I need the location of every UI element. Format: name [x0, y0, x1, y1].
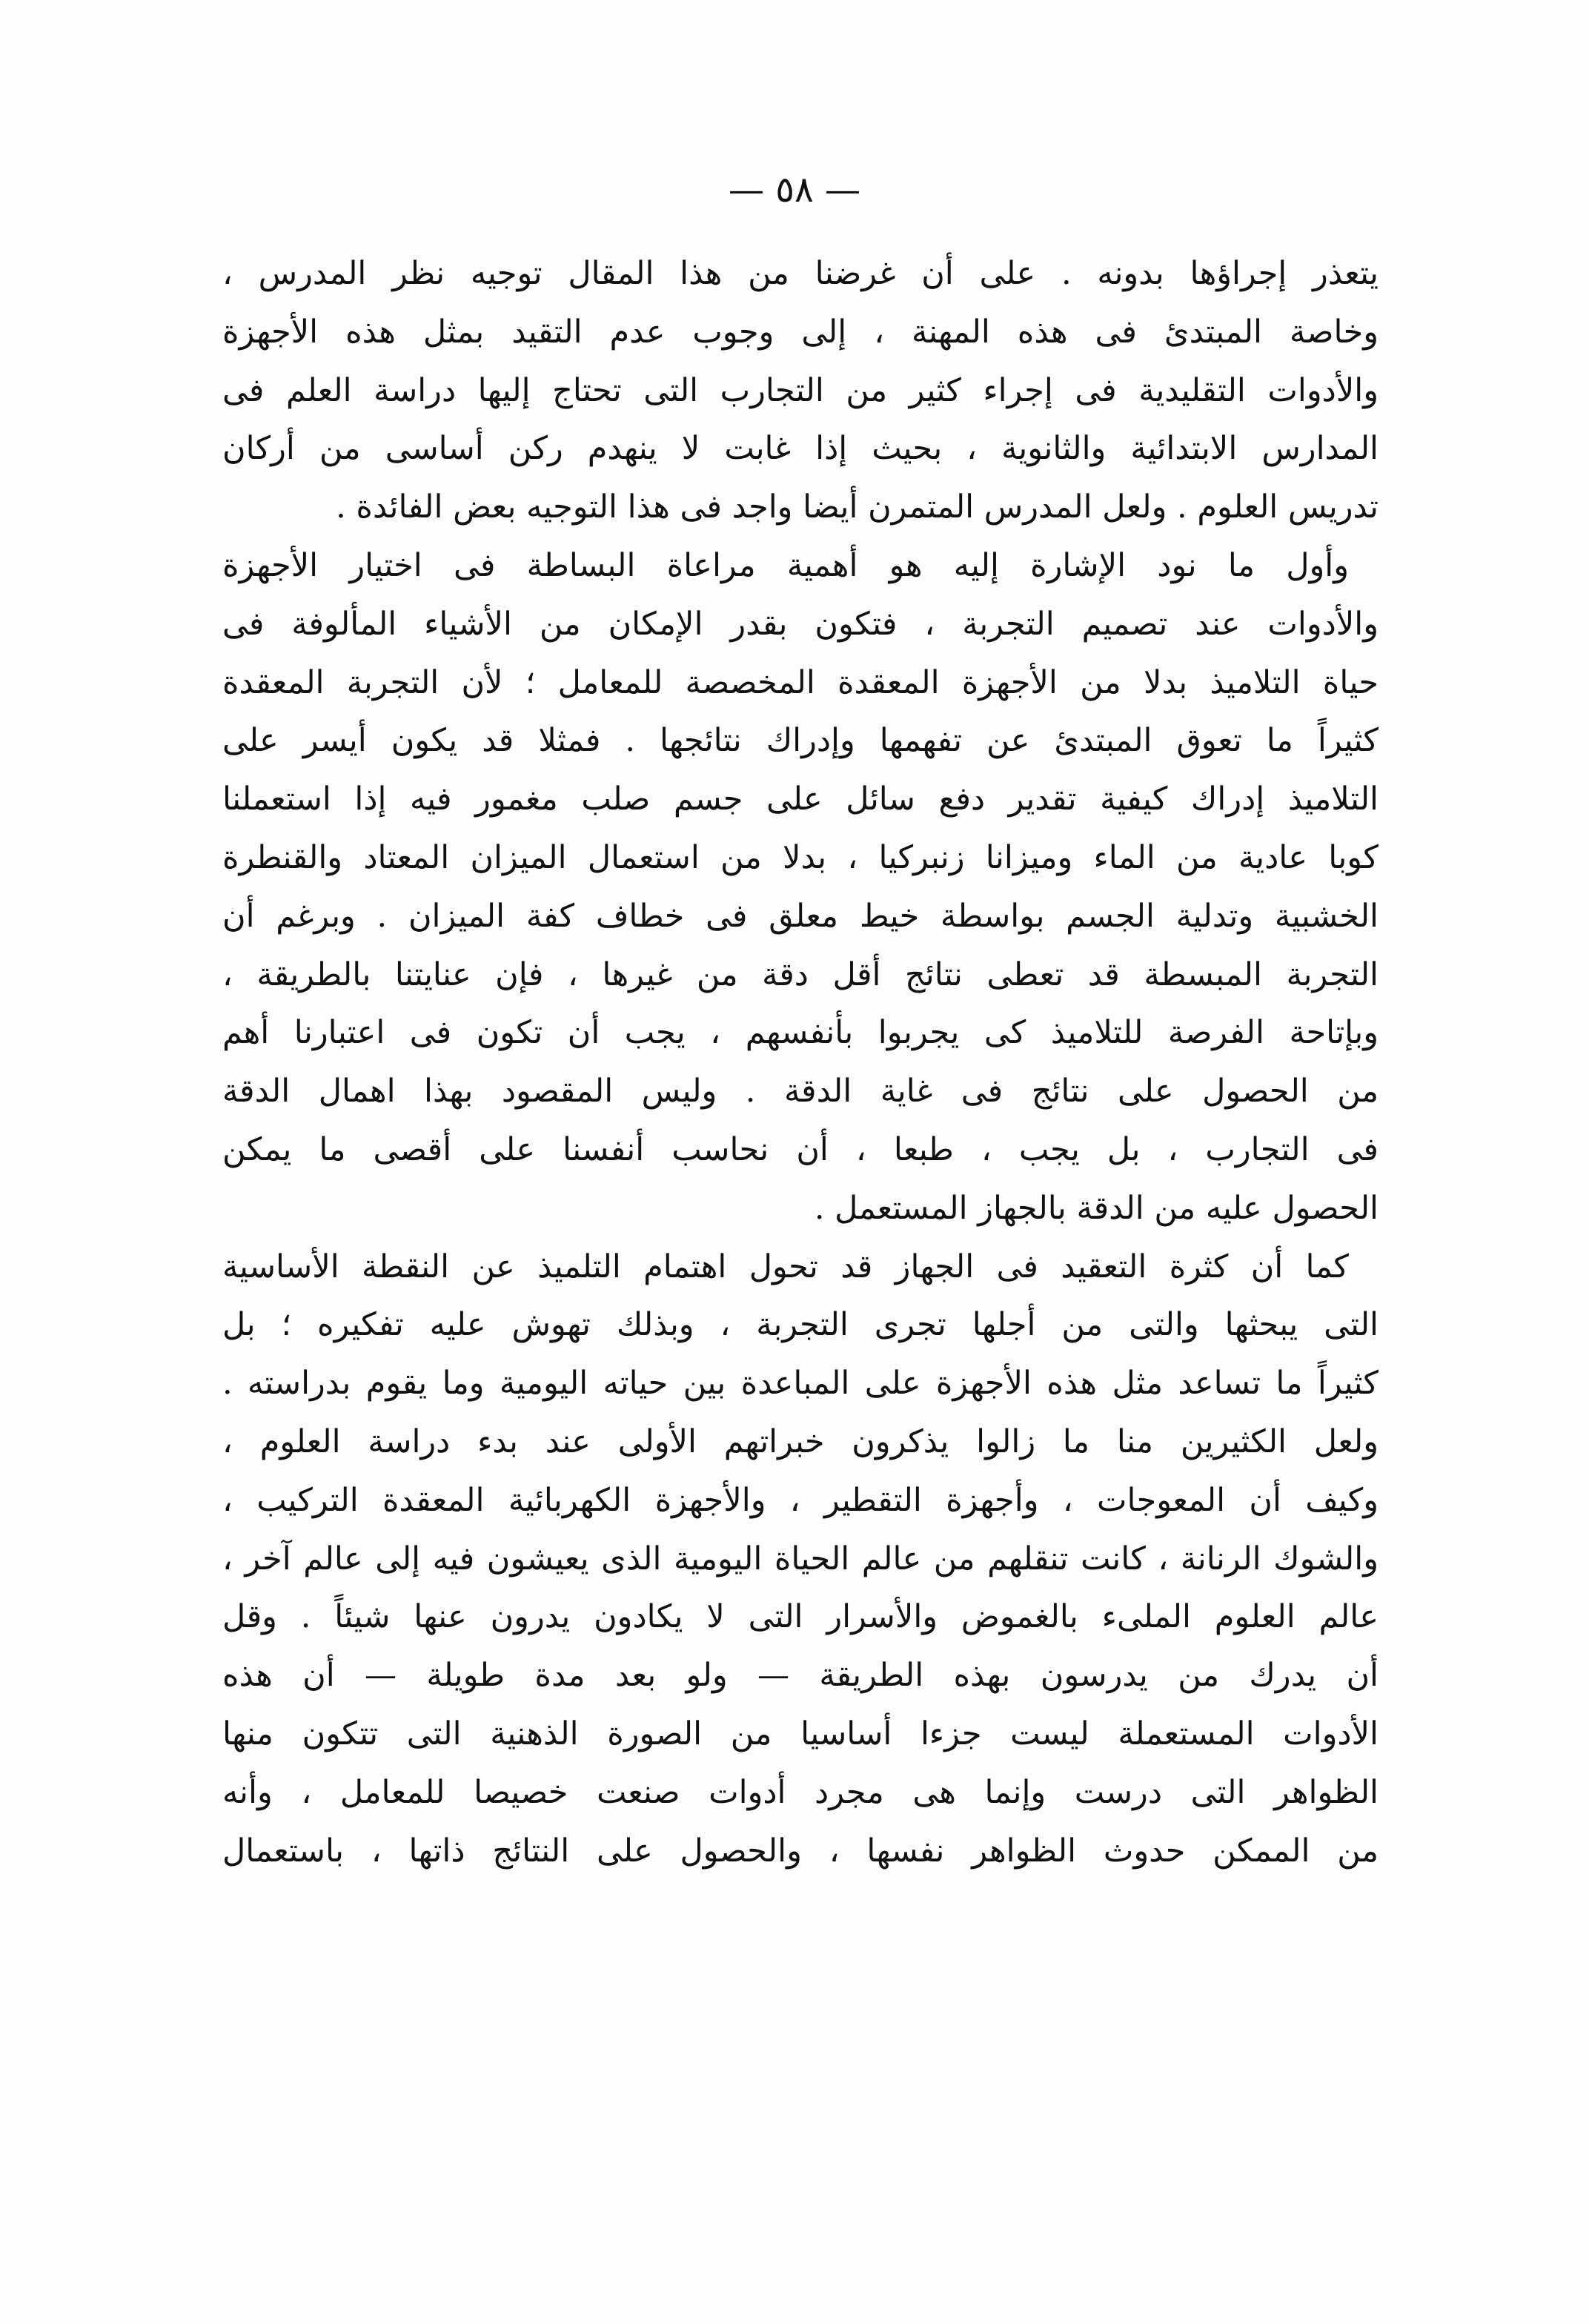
text-line: ولعل الكثيرين منا ما زالوا يذكرون خبراتهم الأولى عند بدء دراسة العلوم ،: [222, 1423, 1379, 1460]
text-line: والشوك الرنانة ، كانت تنقلهم من عالم الحياة اليومية الذى يعيشون فيه إلى عالم آخر ،: [222, 1540, 1379, 1578]
paragraph-first-line: كما أن كثرة التعقيد فى الجهاز قد تحول اهتمام التلميذ عن النقطة الأساسية: [222, 1248, 1349, 1285]
text-line: كوبا عادية من الماء وميزانا زنبركيا ، بدلا من استعمال الميزان المعتاد والقنطرة: [222, 838, 1379, 876]
text-line: الخشبية وتدلية الجسم بواسطة خيط معلق فى خطاف كفة الميزان . وبرغم أن: [222, 897, 1379, 935]
text-line: أن يدرك من يدرسون بهذه الطريقة — ولو بعد مدة طويلة — أن هذه: [222, 1657, 1379, 1695]
text-line: حياة التلاميذ بدلا من الأجهزة المعقدة المخصصة للمعامل ؛ لأن التجربة المعقدة: [222, 663, 1379, 701]
paragraph-first-line: وأول ما نود الإشارة إليه هو أهمية مراعاة البساطة فى اختيار الأجهزة: [222, 546, 1349, 584]
text-line: والأدوات عند تصميم التجربة ، فتكون بقدر الإمكان من الأشياء المألوفة فى: [222, 605, 1379, 643]
text-line: تدريس العلوم . ولعل المدرس المتمرن أيضا واجد فى هذا التوجيه بعض الفائدة .: [336, 489, 1379, 526]
text-line: المدارس الابتدائية والثانوية ، بحيث إذا غابت لا ينهدم ركن أساسى من أركان: [222, 430, 1379, 468]
text-line: كثيراً ما تعوق المبتدئ عن تفهمها وإدراك نتائجها . فمثلا قد يكون أيسر على: [222, 722, 1379, 760]
text-line: التلاميذ إدراك كيفية تقدير دفع سائل على جسم صلب مغمور فيه إذا استعملنا: [222, 781, 1379, 818]
text-line: التجربة المبسطة قد تعطى نتائج أقل دقة من غيرها ، فإن عنايتنا بالطريقة ،: [222, 956, 1379, 993]
text-line: الظواهر التى درست وإنما هى مجرد أدوات صنعت خصيصا للمعامل ، وأنه: [222, 1773, 1379, 1811]
text-line: عالم العلوم الملىء بالغموض والأسرار التى لا يكادون يدرون عنها شيئاً . وقل: [222, 1598, 1379, 1636]
text-line: وبإتاحة الفرصة للتلاميذ كى يجربوا بأنفسهم ، يجب أن تكون فى اعتبارنا أهم: [222, 1014, 1379, 1052]
text-line: الحصول عليه من الدقة بالجهاز المستعمل .: [814, 1189, 1379, 1227]
body-text: [222, 245, 1379, 1880]
text-line: يتعذر إجراؤها بدونه . على أن غرضنا من هذا المقال توجيه نظر المدرس ،: [222, 255, 1379, 292]
text-line: فى التجارب ، بل يجب ، طبعا ، أن نحاسب أنفسنا على أقصى ما يمكن: [222, 1130, 1379, 1168]
text-line: التى يبحثها والتى من أجلها تجرى التجربة ، وبذلك تهوش عليه تفكيره ؛ بل: [222, 1306, 1379, 1344]
page-number: — ٥٨ —: [728, 169, 861, 211]
text-line: وخاصة المبتدئ فى هذه المهنة ، إلى وجوب عدم التقيد بمثل هذه الأجهزة: [222, 313, 1379, 351]
text-line: الأدوات المستعملة ليست جزءا أساسيا من الصورة الذهنية التى تتكون منها: [222, 1715, 1379, 1752]
text-line: وكيف أن المعوجات ، وأجهزة التقطير ، والأجهزة الكهربائية المعقدة التركيب ،: [222, 1481, 1379, 1519]
text-line: من الممكن حدوث الظواهر نفسها ، والحصول على النتائج ذاتها ، باستعمال: [222, 1832, 1379, 1870]
text-line: والأدوات التقليدية فى إجراء كثير من التجارب التى تحتاج إليها دراسة العلم فى: [222, 371, 1379, 409]
text-line: من الحصول على نتائج فى غاية الدقة . وليس المقصود بهذا اهمال الدقة: [222, 1073, 1379, 1110]
text-line: كثيراً ما تساعد مثل هذه الأجهزة على المباعدة بين حياته اليومية وما يقوم بدراسته .: [222, 1365, 1379, 1403]
